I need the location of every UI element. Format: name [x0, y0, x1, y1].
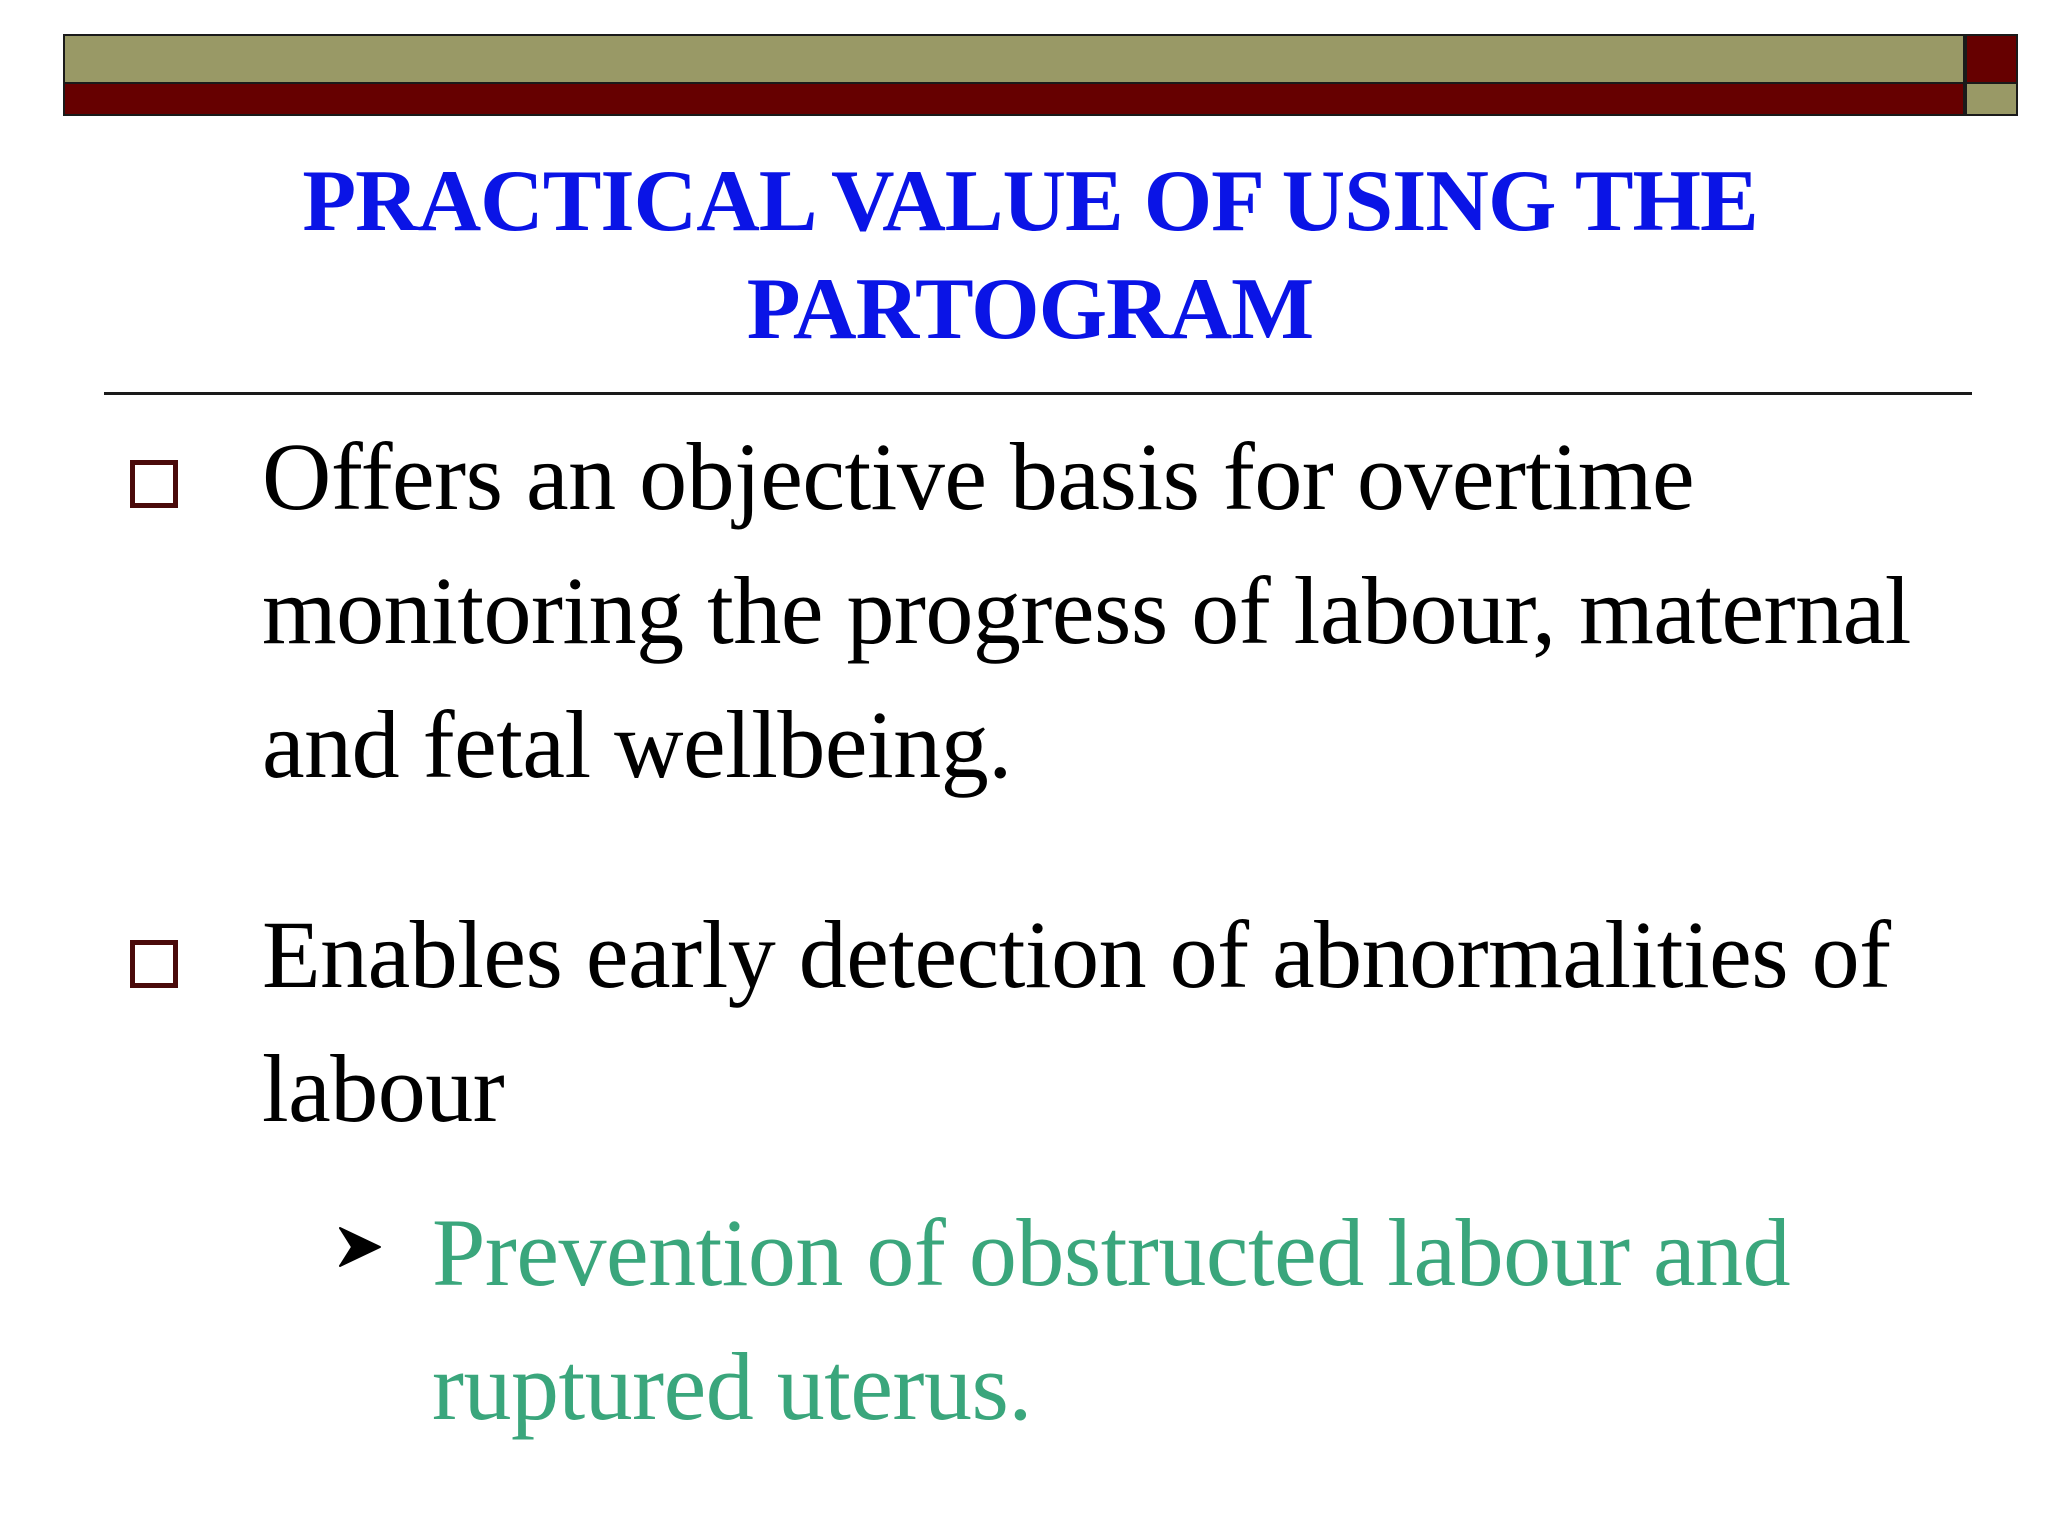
bullet-point-text: Offers an objective basis for overtime monitoring the progress of labour, maternal and fetal wellbeing. — [262, 423, 1911, 798]
title-divider-line — [104, 392, 1972, 395]
sub-bullet-point-text: Prevention of obstructed labour and ruptured uterus. — [432, 1199, 1791, 1440]
header-corner-olive-block — [1965, 84, 2018, 116]
header-banner-olive-bar — [63, 34, 1965, 84]
slide-title: PRACTICAL VALUE OF USING THE PARTOGRAM — [302, 153, 1758, 358]
bullet-point-text: Enables early detection of abnormalities of labour — [262, 901, 1891, 1142]
header-banner-maroon-bar — [63, 84, 1965, 116]
header-corner-maroon-block — [1965, 34, 2018, 84]
hollow-square-icon — [130, 940, 178, 988]
arrowhead-icon — [334, 1222, 384, 1272]
hollow-square-icon — [130, 460, 178, 508]
